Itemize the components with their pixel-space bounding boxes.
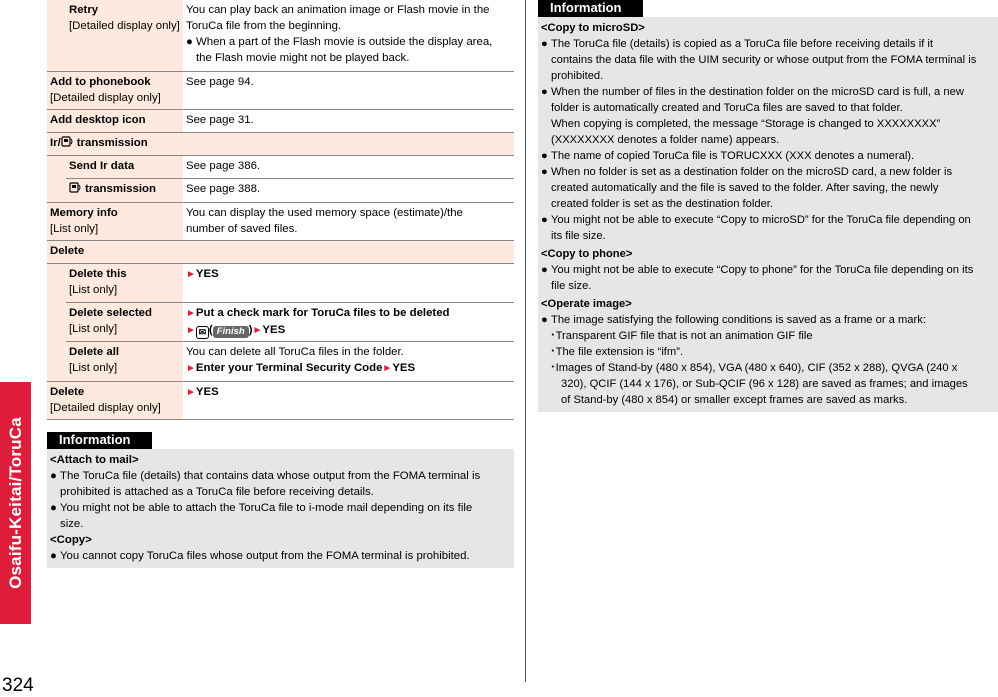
info-left: Information <Attach to mail> ● The ToruCa file (details) that contains data whose output from the FOMA terminal is prohibited is attached as a ToruCa file before receiving details. ● You might not be able to attach the ToruCa file to i-mode mail depending on its file size. <Copy> ● You cannot copy ToruCa files whose output from the FOMA terminal is prohibited. bbox=[47, 432, 514, 568]
table-row-delete-this: Delete this [List only] ►YES bbox=[66, 264, 514, 303]
page-number: 324 bbox=[2, 675, 34, 696]
desktop-desc: See page 31. bbox=[186, 114, 254, 126]
side-tab-label: Osaifu-Keitai/ToruCa bbox=[5, 417, 25, 589]
table-row-send-ir: Send Ir data See page 386. bbox=[66, 156, 514, 179]
table-row-desktop bbox=[47, 110, 514, 133]
table-row-delete-selected: Delete selected [List only] ►Put a check mark for ToruCa files to be deleted ► ✉ ( Finish )►YES bbox=[66, 303, 514, 342]
info-right: Information <Copy to microSD> ● The ToruCa file (details) is copied as a ToruCa file before receiving details if it contains the data file with the UIM security or whose output from the FOMA terminal is prohibited. ● When the number of files in the destination folder on the microSD card is full, a new folder is automatically created and ToruCa files are saved to that folder. When copying is completed, the message “Storage is changed to XXXXXXXX” (XXXXXXXX denotes a folder name) appears. ● The name of copied ToruCa file is TORUCXXX (XXX denotes a numeral). ● When no folder is set as a destination folder on the microSD card, a new folder is created automatically and the file is saved to the folder. After saving, the newly created folder is set as the destination folder. ● You might not be able to execute “Copy to microSD” for the ToruCa file depending on its file size. <Copy to phone> ● You might not be able to execute “Copy to phone” for the ToruCa file depending on its file size. <Operate image> ● The image satisfying the following conditions is saved as a frame or a mark: ･Transparent GIF file that is not an animation GIF file ･The file extension is “ifm”. ･Images of Stand-by (480 x 854), VGA (480 x 640), CIF (352 x 288), QVGA (240 x 320), QCIF (144 x 176), or Sub-QCIF (96 x 128) are saved as frames; and images of Stand-by (480 x 854) or smaller except frames are saved as marks. bbox=[538, 0, 998, 412]
function-table bbox=[47, 0, 514, 420]
felica-icon bbox=[61, 136, 74, 147]
table-row-felica-trans: transmission See page 388. bbox=[66, 179, 514, 202]
finish-softkey: Finish bbox=[213, 326, 249, 338]
retry-name: Retry bbox=[69, 4, 99, 16]
ir-group-head: Ir/ transmission bbox=[47, 133, 514, 156]
mail-key-icon: ✉ bbox=[196, 326, 209, 339]
table-row-delete-all: Delete all [List only] You can delete all ToruCa files in the folder. ►Enter your Terminal Security Code►YES bbox=[66, 342, 514, 381]
info-right-label: Information bbox=[538, 0, 643, 17]
delete-group: Delete Delete this [List only] ►YES Delete selected [List only] ►Put a check mark for ToruCa files to be deleted ► ✉ ( Finish )►YES Delete all [List only] You can delete all ToruCa files in the folder. ►Enter your Terminal Security Code►YES bbox=[47, 241, 514, 382]
info-left-label: Information bbox=[47, 432, 152, 449]
felica-icon bbox=[69, 182, 82, 193]
side-tab bbox=[0, 382, 31, 624]
desktop-name: Add desktop icon bbox=[50, 114, 146, 126]
phonebook-name: Add to phonebook bbox=[50, 76, 151, 88]
phonebook-desc: See page 94. bbox=[186, 76, 254, 88]
retry-cond: [Detailed display only] bbox=[69, 20, 180, 32]
table-row-delete: Delete [Detailed display only] ►YES bbox=[47, 382, 514, 420]
ir-group bbox=[47, 133, 514, 203]
retry-name-cell bbox=[66, 0, 183, 71]
table-row-retry bbox=[47, 0, 514, 72]
retry-desc: You can play back an animation image or Flash movie in the ToruCa file from the beginning. ● When a part of the Flash movie is outside the display area, the Flash movie might not be played back. bbox=[186, 4, 493, 64]
table-row-phonebook: Add to phonebook [Detailed display only] See page 94. bbox=[47, 72, 514, 110]
table-row-memory: Memory info [List only] You can display the used memory space (estimate)/the number of saved files. bbox=[47, 203, 514, 241]
column-divider bbox=[525, 0, 526, 682]
